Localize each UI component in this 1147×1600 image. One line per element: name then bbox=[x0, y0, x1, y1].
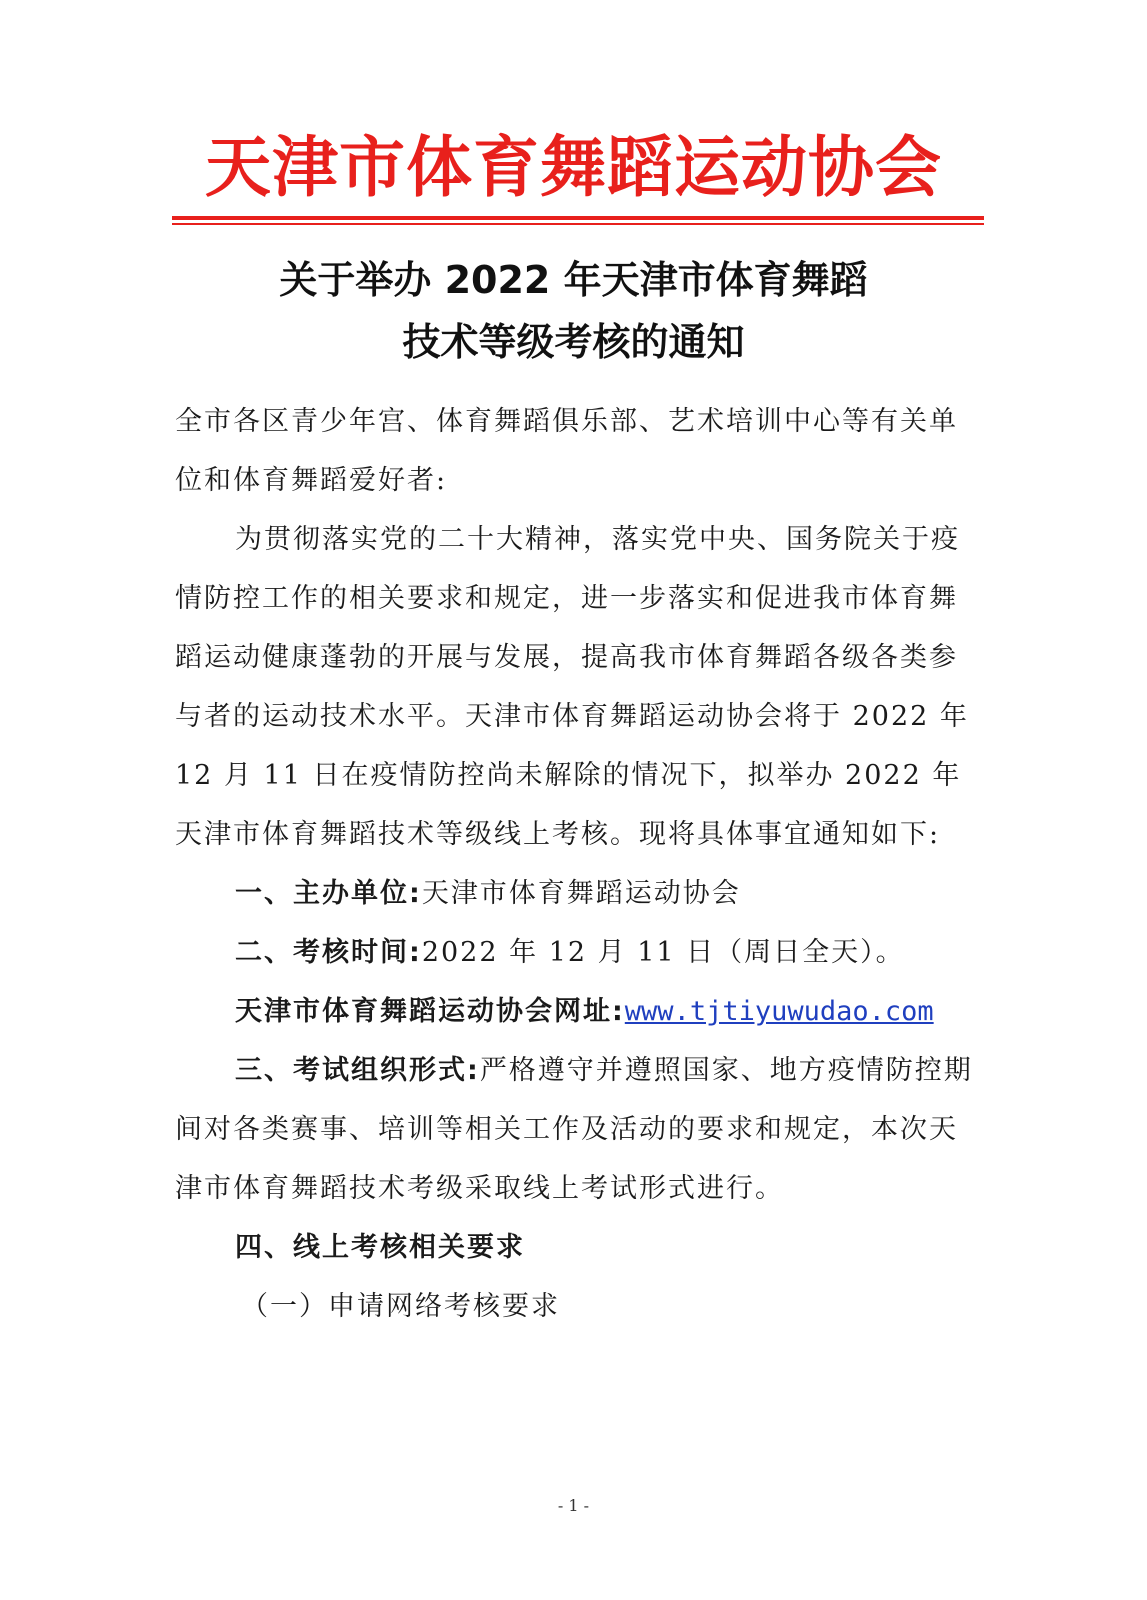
subsection-online-application: （一）申请网络考核要求 bbox=[241, 1291, 560, 1322]
section-exam-format-label: 三、考试组织形式: bbox=[235, 1055, 480, 1086]
addressee: 全市各区青少年宫、体育舞蹈俱乐部、艺术培训中心等有关单位和体育舞蹈爱好者: bbox=[175, 406, 958, 496]
section-exam-time-text: 2022 年 12 月 11 日（周日全天）。 bbox=[421, 937, 905, 968]
notice-title-line-1: 关于举办 2022 年天津市体育舞蹈 bbox=[279, 258, 868, 302]
intro-paragraph: 为贯彻落实党的二十大精神，落实党中央、国务院关于疫情防控工作的相关要求和规定，进一步落实和促进我市体育舞蹈运动健康蓬勃的开展与发展，提高我市体育舞蹈各级各类参与者的运动技术水平。天津市体育舞蹈运动协会将于 2022 年 12 月 11 日在疫情防控尚未解除的情况下，拟举办 2022 年天津市体育舞蹈技术等级线上考核。现将具体事宜通知如下: bbox=[175, 524, 969, 850]
red-divider-thick bbox=[172, 216, 984, 220]
section-exam-time bbox=[175, 923, 975, 982]
section-exam-time-label: 二、考核时间: bbox=[235, 937, 422, 968]
red-divider-thin bbox=[172, 223, 984, 225]
website-line bbox=[175, 982, 975, 1041]
website-label: 天津市体育舞蹈运动协会网址: bbox=[235, 996, 625, 1027]
notice-title-line-2: 技术等级考核的通知 bbox=[402, 320, 745, 364]
section-organizer bbox=[175, 864, 975, 923]
section-exam-format bbox=[175, 1041, 975, 1218]
document-body bbox=[175, 392, 975, 1336]
section-organizer-label: 一、主办单位: bbox=[235, 878, 422, 909]
section-online-requirements: 四、线上考核相关要求 bbox=[235, 1232, 525, 1263]
masthead-title: 天津市体育舞蹈运动协会 bbox=[205, 129, 942, 206]
section-exam-format-text: 严格遵守并遵照国家、地方疫情防控期间对各类赛事、培训等相关工作及活动的要求和规定，本次天津市体育舞蹈技术考级采取线上考试形式进行。 bbox=[175, 1055, 973, 1204]
section-organizer-text: 天津市体育舞蹈运动协会 bbox=[421, 878, 741, 909]
page-number: - 1 - bbox=[557, 1496, 590, 1515]
website-link[interactable]: www.tjtiyuwudao.com bbox=[624, 996, 934, 1027]
